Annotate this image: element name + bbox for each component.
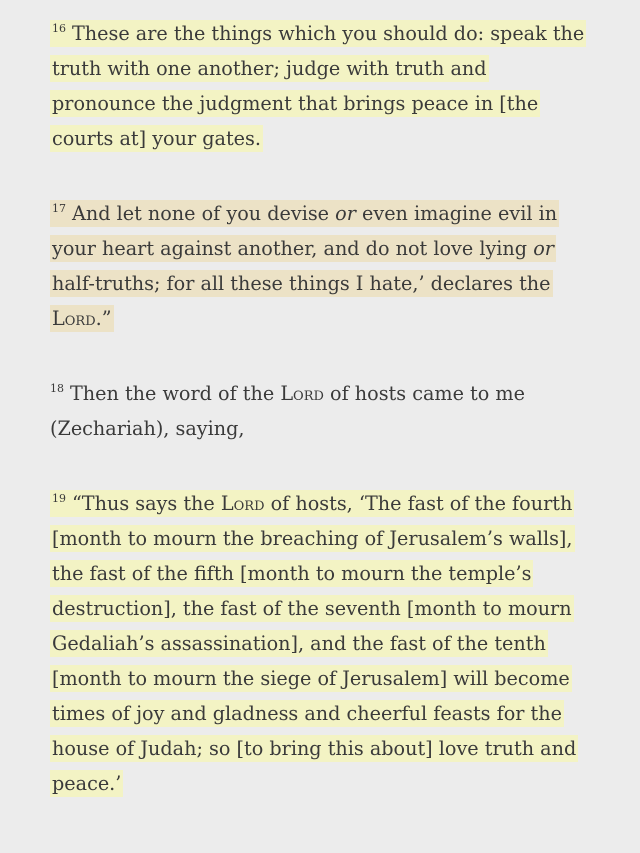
verse-text-line: times of joy and gladness and cheerful feasts for the xyxy=(52,702,562,725)
verse-text-line: truth with one another; judge with truth and xyxy=(52,57,487,80)
italic-word: or xyxy=(533,237,554,260)
verse-text-segment: “Thus says the xyxy=(72,492,215,515)
verse-text-line: peace.’ xyxy=(52,772,122,795)
verse-text-line: pronounce the judgment that brings peace in [the xyxy=(52,92,539,115)
verse-text-line: the fast of the fifth [month to mourn the temple’s xyxy=(52,562,532,585)
verse-text-line: [month to mourn the siege of Jerusalem] will become xyxy=(52,667,570,690)
verse-text-line: courts at] your gates. xyxy=(52,127,261,150)
verse-text-segment: of hosts came to me xyxy=(330,382,525,405)
divine-name: Lord xyxy=(52,307,96,330)
verse-number: 19 xyxy=(52,492,66,505)
verse-text-line: [month to mourn the breaching of Jerusalem’s walls], xyxy=(52,527,573,550)
verse-text-line: (Zechariah), saying, xyxy=(50,417,245,440)
verse-text-segment: of hosts, ‘The fast of the fourth xyxy=(270,492,573,515)
italic-word: or xyxy=(335,202,356,225)
verse-text-line: half-truths; for all these things I hate,’ declares the xyxy=(52,272,551,295)
verse-18 xyxy=(50,376,600,446)
verse-text-segment: Then the word of the xyxy=(70,382,275,405)
verse-number: 16 xyxy=(52,22,66,35)
verse-text-line: These are the things which you should do: speak the xyxy=(72,22,585,45)
divine-name: Lord xyxy=(220,492,265,515)
verse-text-segment: your heart against another, and do not love lying xyxy=(52,237,528,260)
verse-number: 18 xyxy=(50,382,64,395)
verse-number: 17 xyxy=(52,202,66,215)
verse-text-line: house of Judah; so [to bring this about] love truth and xyxy=(52,737,577,760)
verse-text-segment: And let none of you devise xyxy=(72,202,330,225)
verse-text-segment: .” xyxy=(95,307,112,330)
verse-16 xyxy=(50,16,600,156)
divine-name: Lord xyxy=(280,382,324,405)
verse-text-line: destruction], the fast of the seventh [month to mourn xyxy=(52,597,572,620)
verse-17 xyxy=(50,196,600,336)
verse-text-segment: even imagine evil in xyxy=(362,202,558,225)
verse-19 xyxy=(50,486,600,801)
verse-text-line: Gedaliah’s assassination], and the fast of the tenth xyxy=(52,632,546,655)
